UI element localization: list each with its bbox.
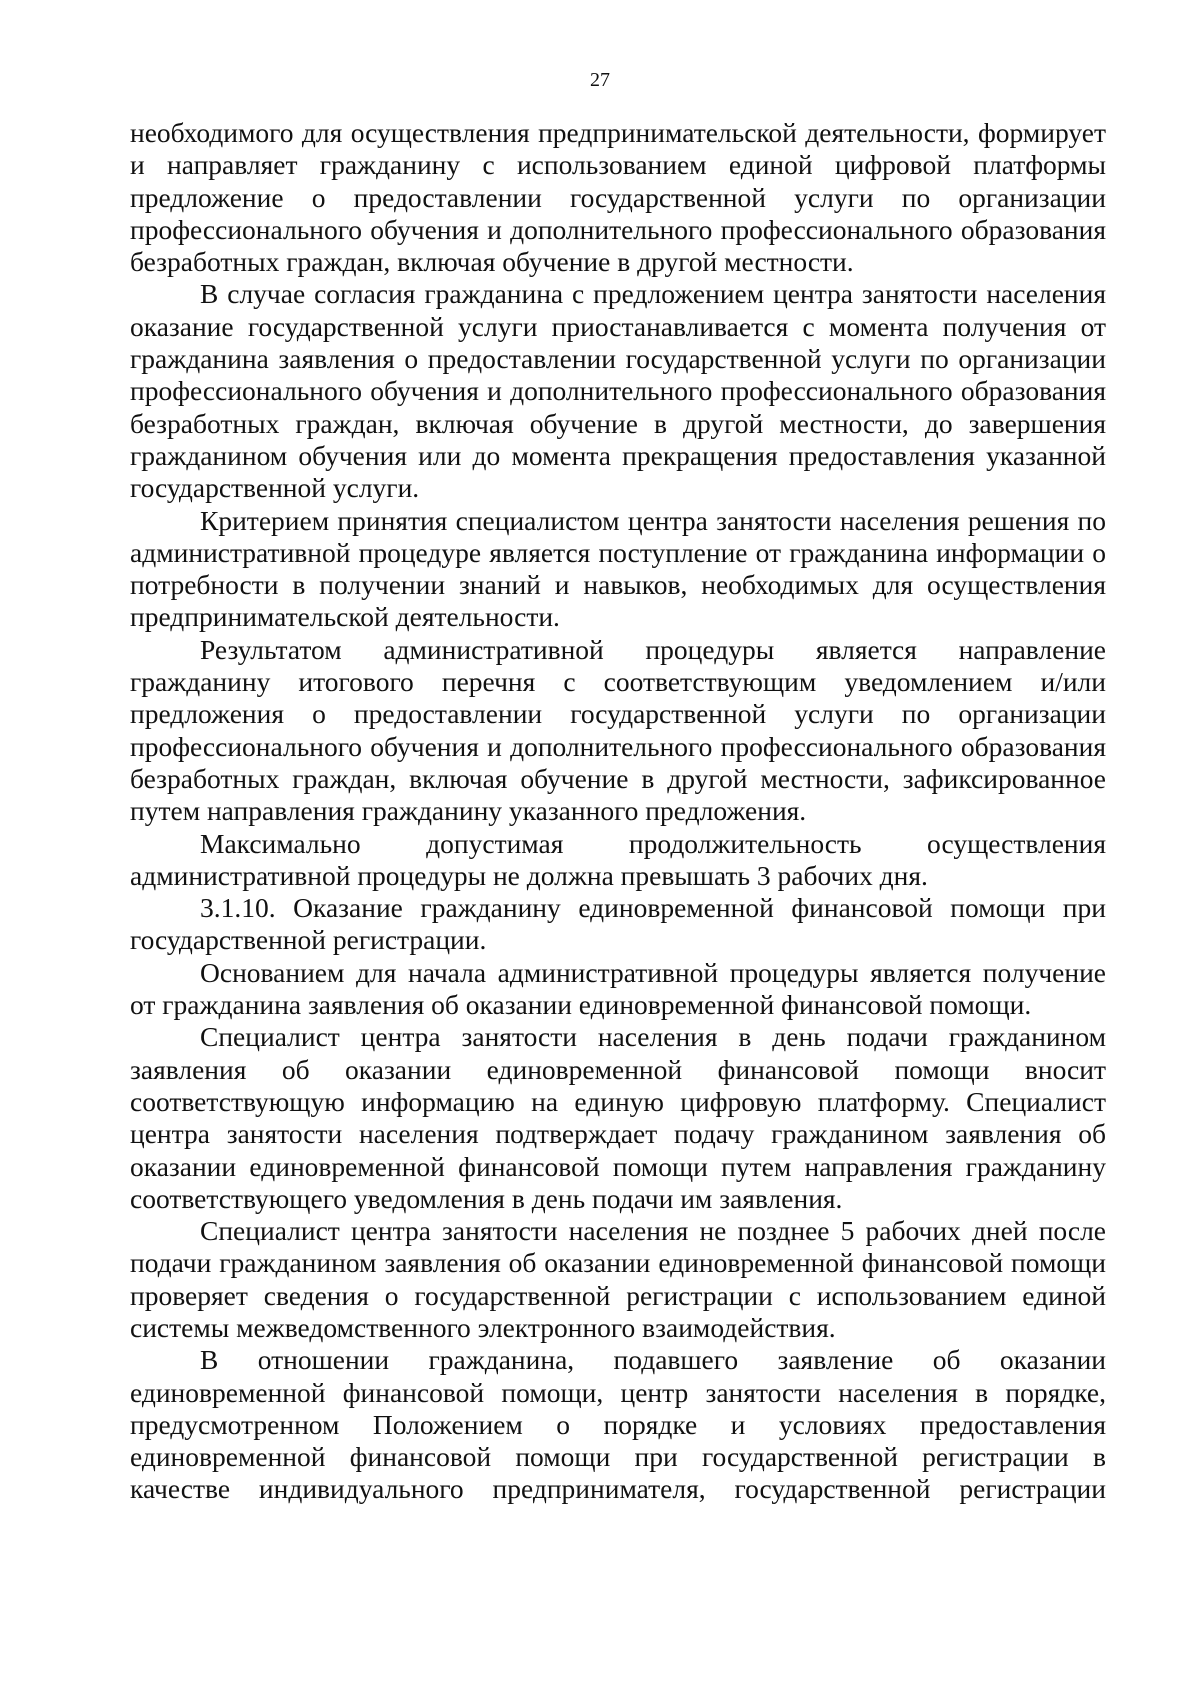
paragraph-basis: Основанием для начала административной процедуры является получение от гражданина заявления об оказании единовременной финансовой помощи.: [130, 956, 1106, 1021]
paragraph-citizen-regard: В отношении гражданина, подавшего заявление об оказании единовременной финансовой помощи, центр занятости населения в порядке, предусмотренном Положением о порядке и условиях предоставления единовременной финансовой помощи при государственной регистрации в качестве индивидуального предпринимателя, государственной регистрации: [130, 1344, 1106, 1505]
paragraph-specialist-check: Специалист центра занятости населения не позднее 5 рабочих дней после подачи гражданином заявления об оказании единовременной финансовой помощи проверяет сведения о государственной регистрации с использованием единой системы межведомственного электронного взаимодействия.: [130, 1215, 1106, 1343]
paragraph-consent: В случае согласия гражданина с предложением центра занятости населения оказание государственной услуги приостанавливается с момента получения от гражданина заявления о предоставлении государственной услуги по организации профессионального обучения и дополнительного профессионального образования безработных граждан, включая обучение в другой местности, до завершения гражданином обучения или до момента прекращения предоставления указанной государственной услуги.: [130, 278, 1106, 504]
paragraph-max-duration: Максимально допустимая продолжительность осуществления административной процедуры не должна превышать 3 рабочих дня.: [130, 827, 1106, 891]
paragraph-continuation: необходимого для осуществления предпринимательской деятельности, формирует и направляет гражданину с использованием единой цифровой платформы предложение о предоставлении государственной услуги по организации профессионального обучения и дополнительного профессионального образования безработных граждан, включая обучение в другой местности.: [130, 117, 1106, 278]
document-body: [130, 117, 1106, 1506]
paragraph-criterion: Критерием принятия специалистом центра занятости населения решения по административной процедуре является поступление от гражданина информации о потребности в получении знаний и навыков, необходимых для осуществления предпринимательской деятельности.: [130, 504, 1106, 633]
paragraph-specialist-day: Специалист центра занятости населения в день подачи гражданином заявления об оказании единовременной финансовой помощи вносит соответствующую информацию на единую цифровую платформу. Специалист центра занятости населения подтверждает подачу гражданином заявления об оказании единовременной финансовой помощи путем направления гражданину соответствующего уведомления в день подачи им заявления.: [130, 1021, 1106, 1214]
paragraph-result: Результатом административной процедуры является направление гражданину итогового перечня с соответствующим уведомлением и/или предложения о предоставлении государственной услуги по организации профессионального обучения и дополнительного профессионального образования безработных граждан, включая обучение в другой местности, зафиксированное путем направления гражданину указанного предложения.: [130, 633, 1106, 827]
page-number: 27: [590, 69, 610, 91]
section-heading-3-1-10: 3.1.10. Оказание гражданину единовременной финансовой помощи при государственной регистрации.: [130, 892, 1106, 956]
